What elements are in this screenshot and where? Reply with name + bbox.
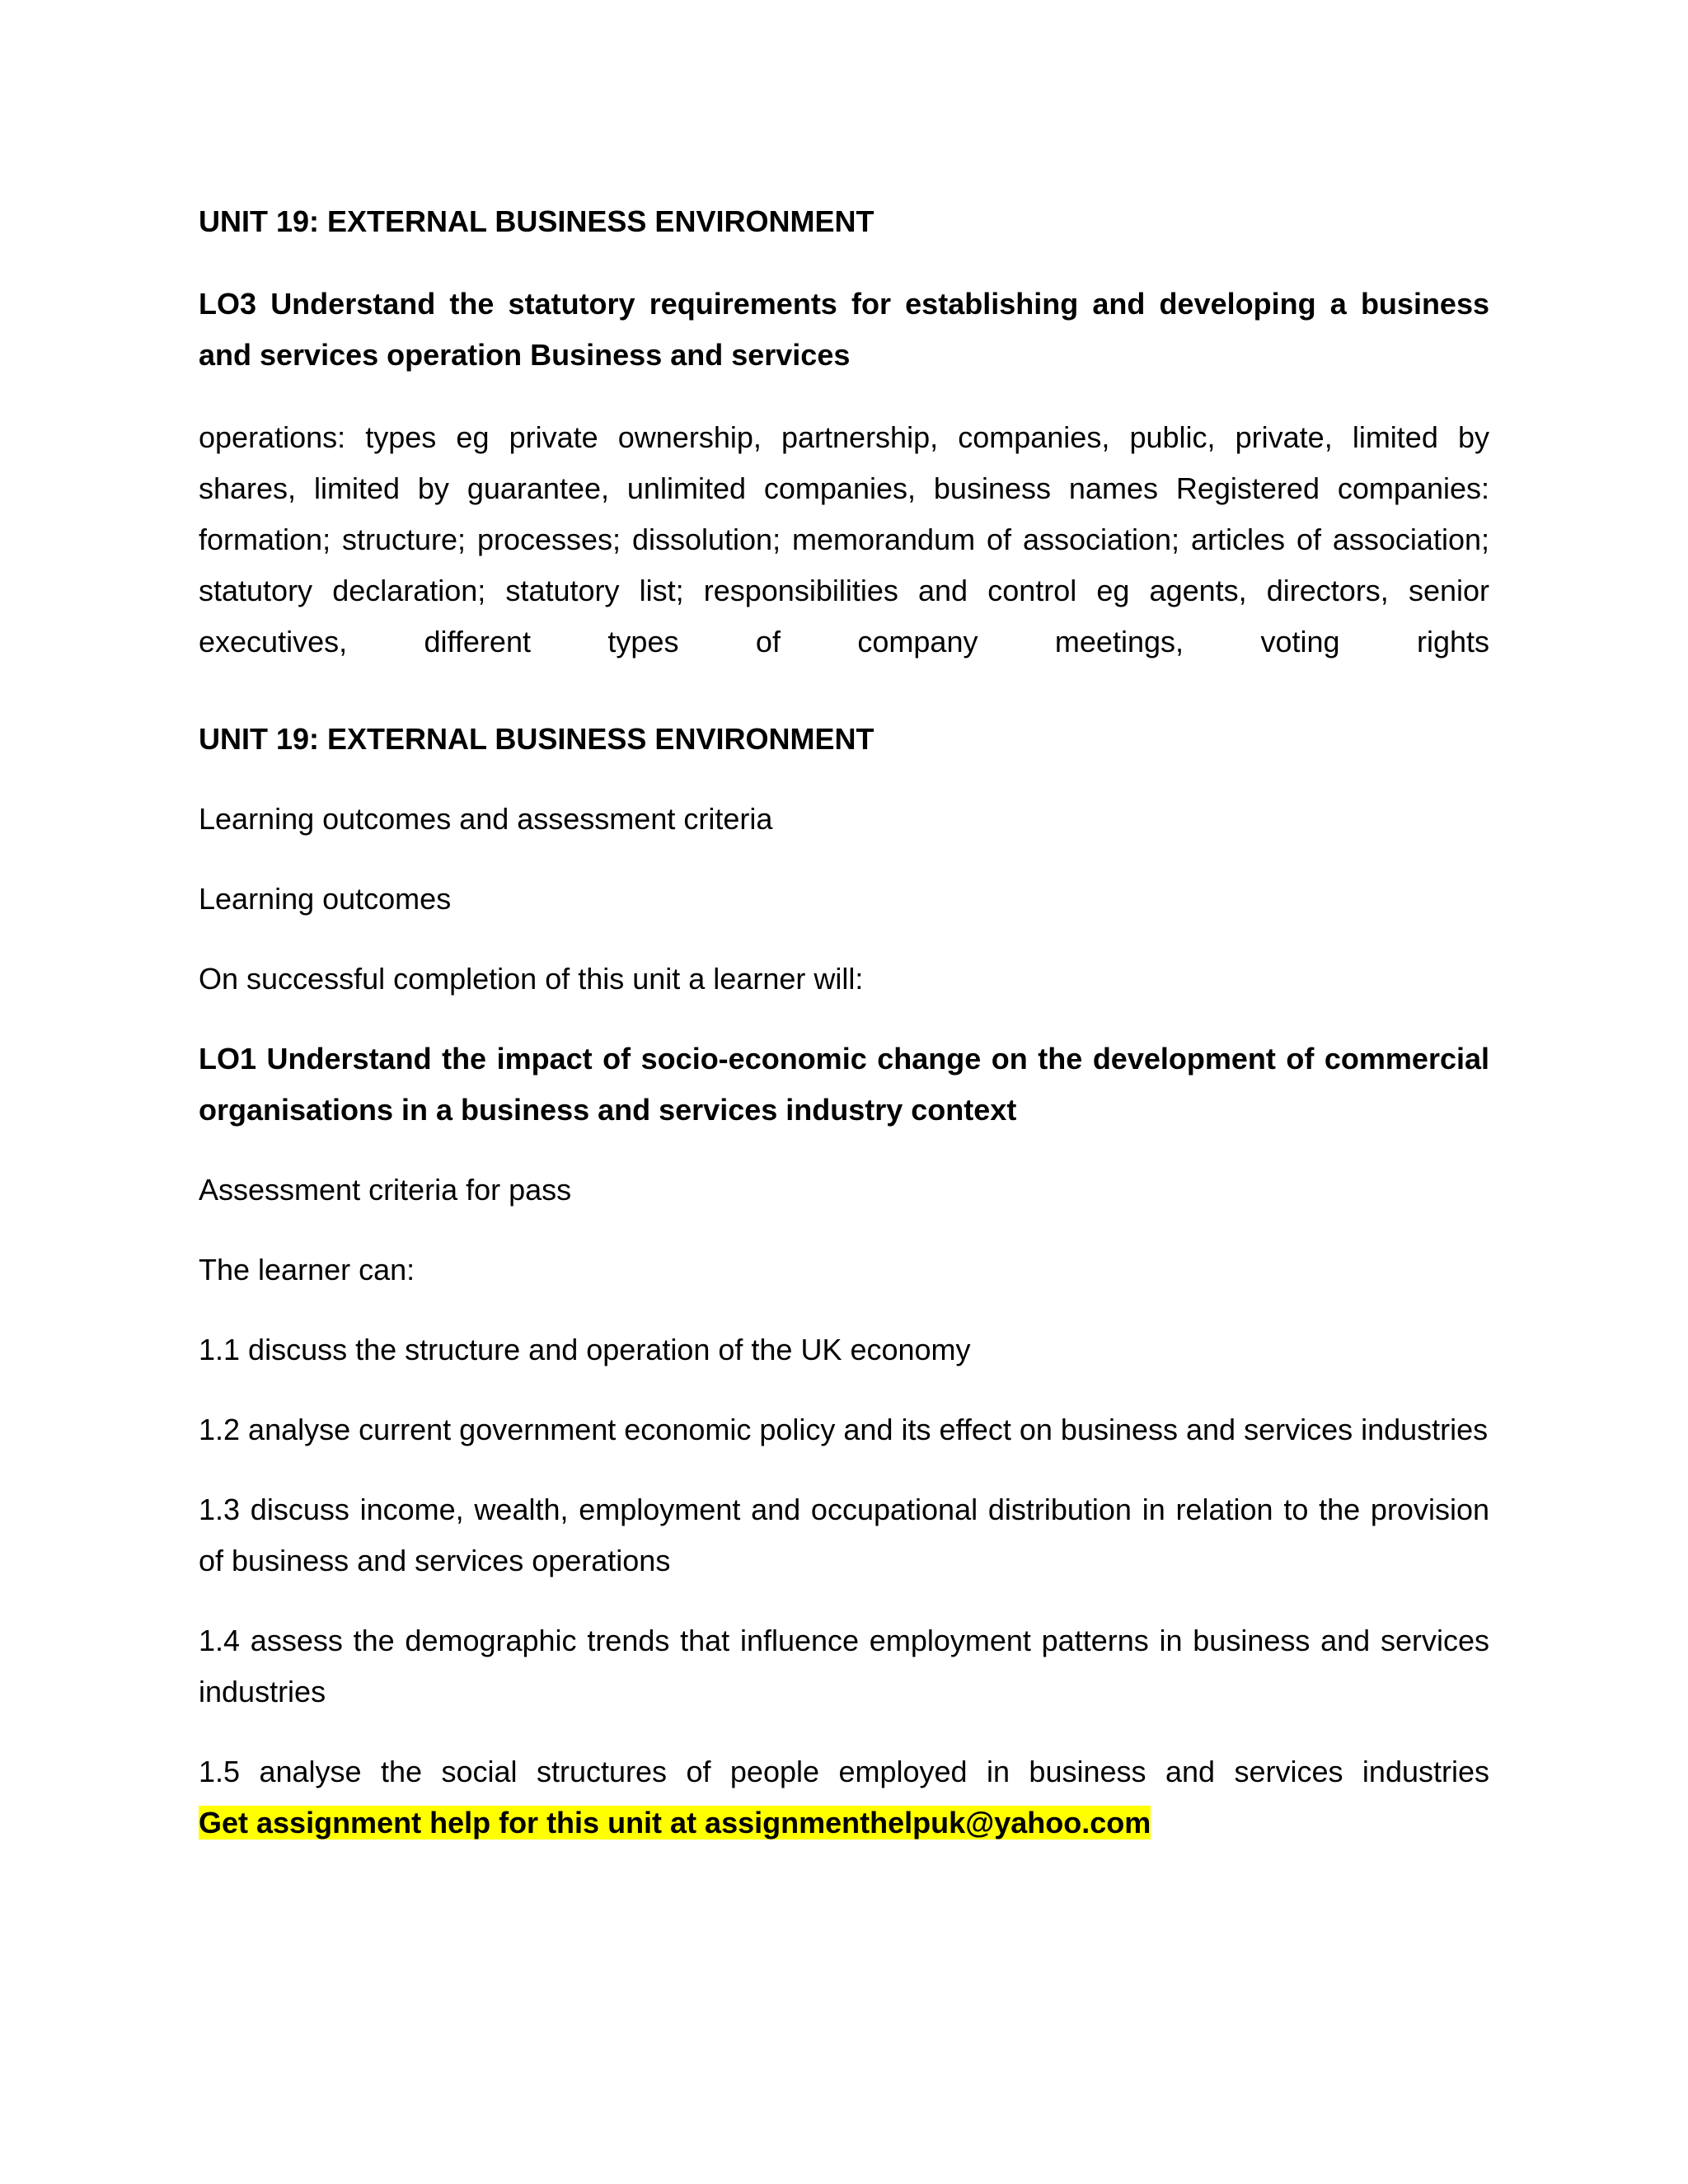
document-page xyxy=(199,196,1489,1849)
highlighted-help-text: Get assignment help for this unit at assignmenthelpuk@yahoo.com xyxy=(199,1806,1151,1840)
criterion-item: 1.4 assess the demographic trends that influence employment patterns in business and services industries xyxy=(199,1624,1489,1708)
operations-line: shares, limited by guarantee, unlimited companies, business names Registered companies: xyxy=(199,471,1489,505)
criterion-item: 1.3 discuss income, wealth, employment and occupational distribution in relation to the provision of business and services operations xyxy=(199,1493,1489,1577)
lo3-heading: LO3 Understand the statutory requirements for establishing and developing a business and services operation Business and services xyxy=(199,287,1489,372)
outcomes-criteria-label: Learning outcomes and assessment criteria xyxy=(199,802,773,836)
criterion-item: 1.5 analyse the social structures of people employed in business and services industries xyxy=(199,1755,1489,1788)
learning-outcomes-label: Learning outcomes xyxy=(199,882,452,916)
unit-heading-repeat: UNIT 19: EXTERNAL BUSINESS ENVIRONMENT xyxy=(199,722,874,756)
operations-line: statutory declaration; statutory list; responsibilities and control eg agents, directors, senior xyxy=(199,574,1489,607)
completion-statement: On successful completion of this unit a learner will: xyxy=(199,962,864,996)
learner-can-label: The learner can: xyxy=(199,1253,415,1286)
operations-line: formation; structure; processes; dissolution; memorandum of association; articles of association; xyxy=(199,523,1489,556)
operations-paragraph xyxy=(199,412,1489,668)
criteria-pass-label: Assessment criteria for pass xyxy=(199,1173,572,1207)
unit-heading: UNIT 19: EXTERNAL BUSINESS ENVIRONMENT xyxy=(199,204,874,238)
assignment-help-line xyxy=(199,1797,1489,1849)
operations-line: operations: types eg private ownership, partnership, companies, public, private, limited by xyxy=(199,420,1489,454)
operations-line: executives, different types of company meetings, voting rights xyxy=(199,625,1489,658)
lo1-heading: LO1 Understand the impact of socio-economic change on the development of commercial organisations in a business and services industry context xyxy=(199,1042,1489,1127)
criterion-item: 1.2 analyse current government economic policy and its effect on business and services industries xyxy=(199,1413,1489,1446)
criterion-item: 1.1 discuss the structure and operation of the UK economy xyxy=(199,1333,971,1366)
